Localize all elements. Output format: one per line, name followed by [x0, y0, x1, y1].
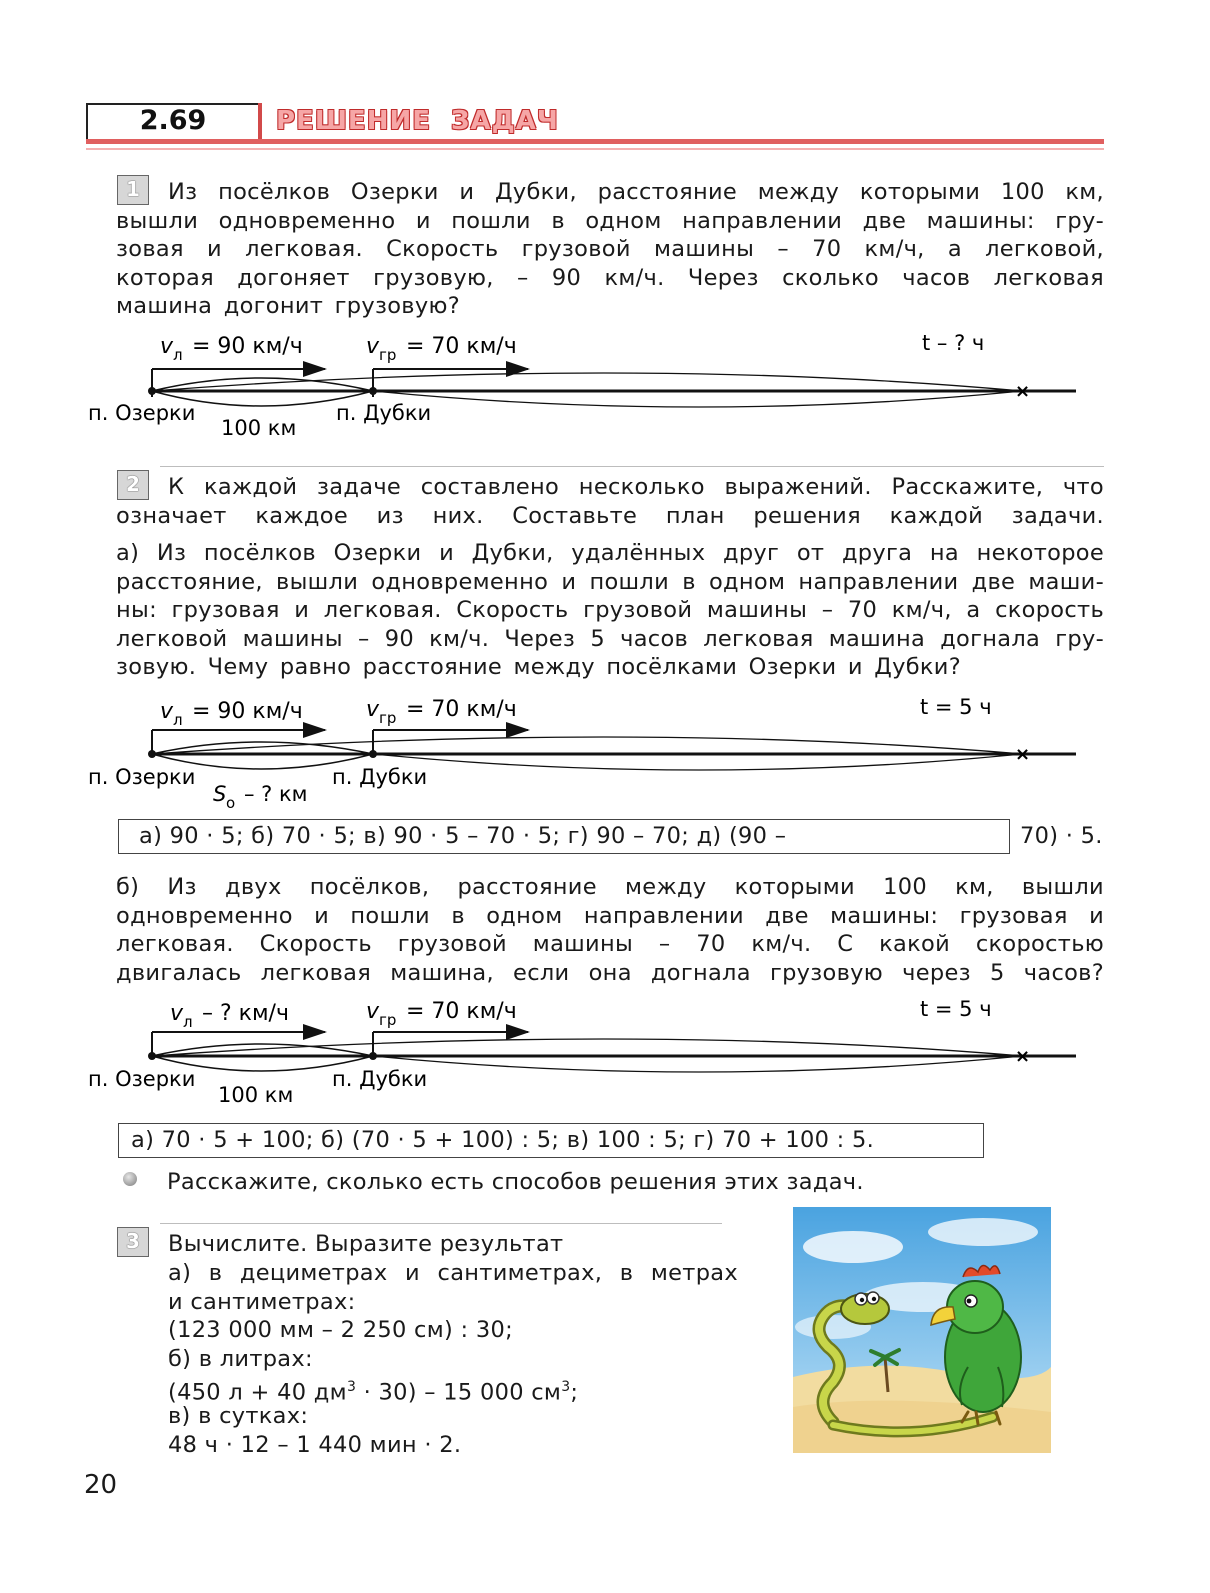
task3-line: и сантиметрах:	[168, 1289, 356, 1315]
task2a-text	[116, 539, 1104, 682]
section-separator	[160, 466, 1104, 467]
task2b-line: одновременно и пошли в одном направлении две машины: грузовая и	[116, 902, 1104, 929]
task2a-line: а) Из посёлков Озерки и Дубки, удалённых друг от друга на некоторое	[116, 540, 1104, 566]
v-truck-subscript: гр	[379, 1011, 397, 1029]
bullet-text: Расскажите, сколько есть способов решения этих задач.	[167, 1169, 864, 1195]
task2b-line: двигалась легковая машина, если она догнала грузовую через 5 часов?	[116, 959, 1104, 986]
section-title: РЕШЕНИЕ ЗАДАЧ	[276, 106, 559, 136]
task2a-line: зовую. Чему равно расстояние между посёлками Озерки и Дубки?	[116, 654, 961, 681]
task1-line: зовая и легковая. Скорость грузовой машины – 70 км/ч, а легковой,	[116, 236, 1104, 263]
task2-line: означает каждое из них. Составьте план решения каждой задачи.	[116, 502, 1104, 529]
v-truck-value: = 70 км/ч	[406, 697, 517, 722]
label-ozerki: п. Озерки	[88, 765, 196, 789]
expressions-a: а) 90 · 5; б) 70 · 5; в) 90 · 5 – 70 · 5; г) 90 – 70; д) (90 –	[139, 823, 787, 849]
expressions-b-box	[118, 1123, 984, 1158]
label-dubki: п. Дубки	[332, 1067, 428, 1091]
task-number-3: 3	[117, 1227, 149, 1257]
task-number-1: 1	[117, 175, 149, 205]
task1-line: вышли одновременно и пошли в одном направлении две машины: гру-	[116, 207, 1104, 234]
time-label: t = 5 ч	[920, 695, 992, 719]
task3-line-a: а) в дециметрах и сантиметрах, в метрах	[168, 1260, 738, 1286]
label-dubki: п. Дубки	[336, 401, 432, 425]
v-light-value: = 90 км/ч	[192, 334, 303, 359]
task2-intro	[116, 473, 1104, 530]
distance-label: 100 км	[218, 1083, 294, 1107]
v-truck-value: = 70 км/ч	[406, 999, 517, 1024]
svg-text:×: ×	[1015, 744, 1031, 765]
label-ozerki: п. Озерки	[88, 401, 196, 425]
svg-text:×: ×	[1015, 1046, 1031, 1067]
header-divider	[258, 103, 262, 139]
motion-diagram-3	[80, 992, 1090, 1112]
task3-line	[168, 1259, 738, 1288]
v-light-symbol: v	[160, 699, 174, 724]
v-truck-subscript: гр	[379, 346, 397, 364]
v-truck-symbol: v	[366, 334, 380, 359]
page-number: 20	[84, 1470, 118, 1500]
expr-b-sup: 3	[346, 1379, 357, 1395]
section-separator	[160, 1223, 722, 1224]
task2a-line: легковой машины – 90 км/ч. Через 5 часов легковая машина догнала гру-	[116, 625, 1104, 652]
label-dubki: п. Дубки	[332, 765, 428, 789]
v-truck-value: = 70 км/ч	[406, 334, 517, 359]
expressions-a-box	[118, 819, 1010, 854]
header-rule-thin	[86, 148, 1104, 150]
distance-value: – ? км	[244, 782, 308, 806]
distance-symbol: S	[213, 782, 227, 806]
expressions-b: а) 70 · 5 + 100; б) (70 · 5 + 100) : 5; в) 100 : 5; г) 70 + 100 : 5.	[131, 1127, 875, 1153]
task1-text	[116, 178, 1104, 321]
task2b-line: легковая. Скорость грузовой машины – 70 км/ч. С какой скоростью	[116, 931, 1104, 958]
time-label: t – ? ч	[922, 331, 985, 355]
time-label: t = 5 ч	[920, 997, 992, 1021]
task2b-text	[116, 873, 1104, 987]
motion-diagram-2	[80, 690, 1090, 810]
motion-diagram-1	[80, 325, 1090, 445]
v-light-symbol: v	[170, 1001, 184, 1026]
v-light-subscript: л	[173, 711, 183, 729]
task-number-2: 2	[117, 470, 149, 500]
svg-text:×: ×	[1015, 381, 1031, 402]
task3-line: б) в литрах:	[168, 1346, 313, 1372]
expr-b-sup: 3	[561, 1379, 571, 1395]
distance-subscript: о	[226, 794, 236, 810]
task1-line: которая догоняет грузовую, – 90 км/ч. Через сколько часов легковая	[116, 264, 1104, 291]
header-rule	[86, 139, 1104, 144]
expr-b-part: ;	[570, 1379, 579, 1406]
task3-expr-c: 48 ч · 12 – 1 440 мин · 2.	[168, 1432, 462, 1458]
task3-expr-a: (123 000 мм – 2 250 см) : 30;	[168, 1317, 513, 1343]
v-light-value: – ? км/ч	[202, 1001, 289, 1026]
task2a-line: расстояние, вышли одновременно и пошли в одном направлении две маши-	[116, 568, 1104, 595]
task1-line: машина догонит грузовую?	[116, 293, 460, 320]
snake-parrot-illustration	[793, 1207, 1051, 1453]
label-ozerki: п. Озерки	[88, 1067, 196, 1091]
v-light-value: = 90 км/ч	[192, 699, 303, 724]
expr-b-part: (450 л + 40 дм	[168, 1379, 347, 1406]
v-truck-symbol: v	[366, 999, 380, 1024]
distance-label: 100 км	[221, 416, 297, 440]
v-light-subscript: л	[173, 346, 183, 364]
v-light-subscript: л	[183, 1013, 193, 1031]
v-truck-symbol: v	[366, 697, 380, 722]
task2b-line: б) Из двух посёлков, расстояние между которыми 100 км, вышли	[116, 874, 1104, 900]
v-truck-subscript: гр	[379, 709, 397, 727]
task3-line: Вычислите. Выразите результат	[168, 1231, 564, 1257]
expressions-a-tail: 70) · 5.	[1020, 823, 1103, 849]
task2-line: К каждой задаче составлено несколько выражений. Расскажите, что	[168, 474, 1104, 500]
task1-line: Из посёлков Озерки и Дубки, расстояние между которыми 100 км,	[168, 179, 1104, 205]
section-number: 2.69	[139, 105, 207, 136]
expr-b-part: · 30) – 15 000 см	[356, 1379, 562, 1406]
v-light-symbol: v	[160, 334, 174, 359]
task3-line: в) в сутках:	[168, 1403, 309, 1429]
task2a-line: ны: грузовая и легковая. Скорость грузовой машины – 70 км/ч, а скорость	[116, 597, 1104, 624]
bullet-icon	[123, 1172, 137, 1186]
